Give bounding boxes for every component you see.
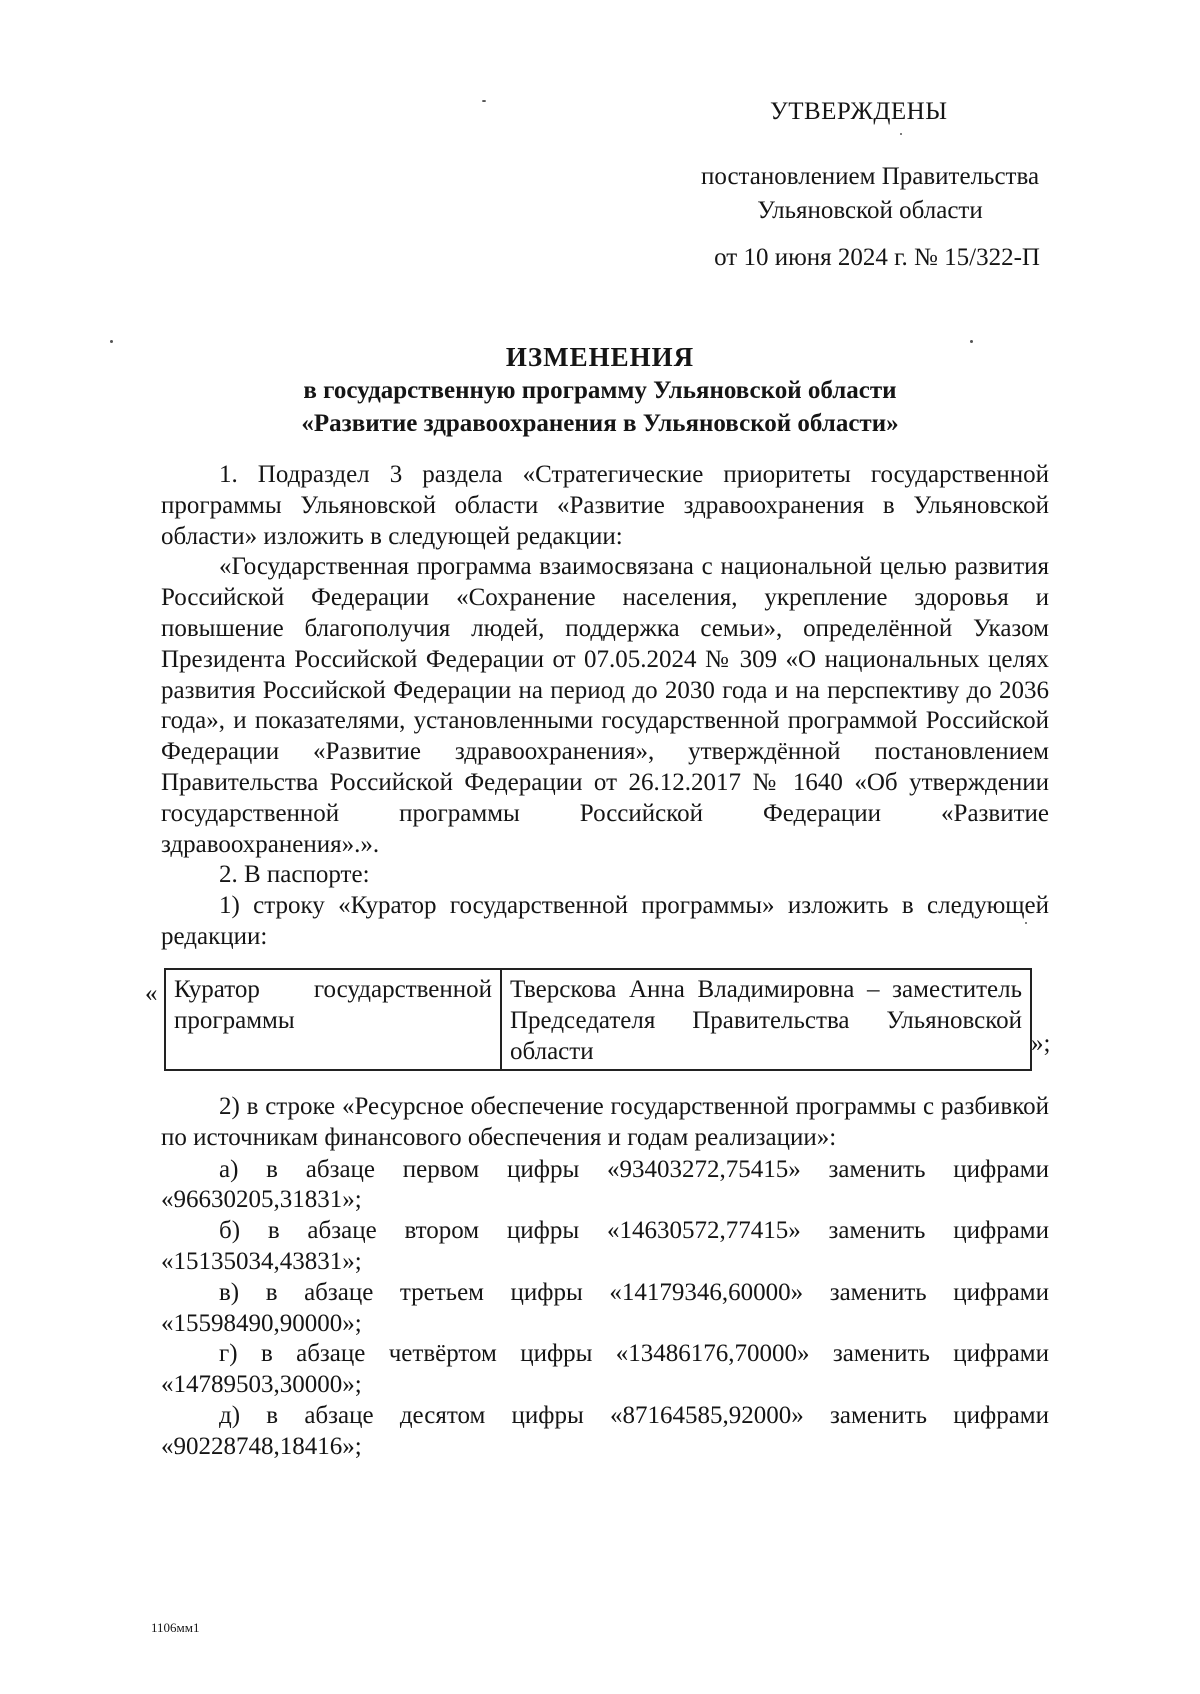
scan-speck: [110, 340, 113, 343]
curator-label-cell: Куратор государственной программы: [165, 969, 501, 1070]
document-code: 1106мм1: [151, 1620, 200, 1635]
section-1-body: [161, 460, 1049, 953]
curator-table: [164, 968, 1032, 1071]
scan-speck: [482, 100, 486, 102]
item-c-line-1: в) в абзаце третьем цифры «14179346,60000» заменить цифрами: [219, 1278, 1049, 1306]
scan-speck: [1025, 922, 1027, 924]
item-c-line-2: «15598490,90000»;: [161, 1309, 362, 1337]
table-close-quote: »;: [1031, 1030, 1051, 1057]
item-d-line-1: г) в абзаце четвёртом цифры «13486176,70000» заменить цифрами: [219, 1340, 1049, 1368]
list-item: [161, 1278, 1049, 1340]
table-row: [165, 969, 1031, 1070]
decree-line-2: Ульяновской области: [757, 197, 983, 224]
item-d-line-2: «14789503,30000»;: [161, 1371, 362, 1399]
title-line-3: «Развитие здравоохранения в Ульяновской области»: [301, 410, 899, 437]
scan-speck: [900, 133, 902, 135]
item-e-line-1: д) в абзаце десятом цифры «87164585,92000» заменить цифрами: [219, 1401, 1049, 1429]
decree-number: от 10 июня 2024 г. № 15/322-П: [714, 244, 1040, 271]
curator-table-block: [145, 968, 1065, 1078]
item-b-line-2: «15135034,43831»;: [161, 1247, 362, 1275]
title-line-2: в государственную программу Ульяновской области: [303, 377, 897, 404]
list-item: [161, 1216, 1049, 1278]
approved-heading: УТВЕРЖДЕНЫ: [770, 98, 948, 125]
paragraph-1: 1. Подраздел 3 раздела «Стратегические приоритеты государственной программы Ульяновской области «Развитие здравоохранения в Ульяновской области» изложить в следующей редакции:: [161, 461, 1049, 550]
list-item: [161, 1401, 1049, 1463]
decree-reference: [660, 160, 1080, 228]
curator-value-cell: Тверскова Анна Владимировна – заместитель Председателя Правительства Ульяновской области: [501, 969, 1031, 1070]
item-b-line-1: б) в абзаце втором цифры «14630572,77415» заменить цифрами: [219, 1217, 1049, 1245]
section-2-body: [161, 1092, 1049, 1463]
paragraph-2: «Государственная программа взаимосвязана с национальной целью развития Российской Федерации «Сохранение населения, укрепление здоровья и повышение благополучия людей, поддержка семьи», определённой Указом Президента Российской Федерации от 07.05.2024 № 309 «О национальных целях развития Российской Федерации на период до 2030 года и на перспективу до 2036 года», и показателями, установленными государственной программой Российской Федерации «Развитие здравоохранения», утверждённой постановлением Правительства Российской Федерации от 26.12.2017 № 1640 «Об утверждении государственной программы Российской Федерации «Развитие здравоохранения».».: [161, 553, 1049, 858]
list-item: [161, 1339, 1049, 1401]
paragraph-4: 1) строку «Куратор государственной программы» изложить в следующей редакции:: [161, 892, 1049, 950]
item-a-line-2: «96630205,31831»;: [161, 1186, 362, 1214]
decree-line-1: постановлением Правительства: [700, 163, 1040, 190]
document-title: [160, 340, 1040, 440]
title-main: ИЗМЕНЕНИЯ: [505, 342, 695, 372]
scan-speck: [970, 340, 973, 343]
list-item: [161, 1155, 1049, 1217]
resource-intro: 2) в строке «Ресурсное обеспечение государственной программы с разбивкой по источникам финансового обеспечения и годам реализации»:: [161, 1093, 1049, 1151]
item-a-line-1: а) в абзаце первом цифры «93403272,75415» заменить цифрами: [219, 1155, 1049, 1183]
item-e-line-2: «90228748,18416»;: [161, 1432, 362, 1460]
paragraph-3: 2. В паспорте:: [219, 861, 370, 889]
table-open-quote: «: [145, 980, 158, 1007]
